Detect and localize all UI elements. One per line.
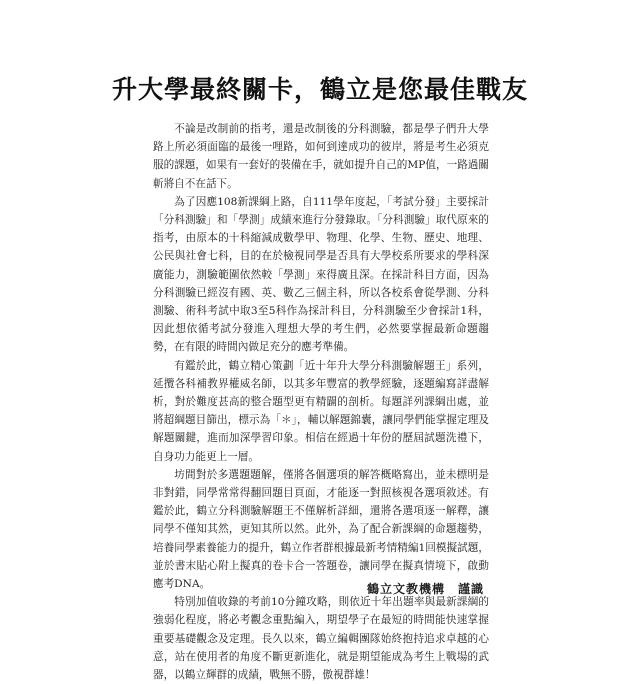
paragraph: 有鑑於此，鶴立精心策劃「近十年升大學分科測驗解題王」系列，延攬各科補教界權威名師，以其多年豐富的教學經驗，逐題編寫詳盡解析，對於難度甚高的整合題型更有精闢的剖析。每題詳列課綱出處，並將超綱題目篩出，標示為「＊」，輔以解題錦囊，讓同學們能掌握定理及解題關鍵，進而加深學習印象。相信在經過十年份的歷屆試題洗禮下，自身功力能更上一層。: [153, 359, 489, 463]
paragraph: 不論是改制前的指考，還是改制後的分科測驗，都是學子們升大學路上所必須面臨的最後一哩路，如何到達成功的彼岸，將是考生必須克服的課題，如果有一套好的裝備在手，就如提升自己的MP值，一路過關斬將自不在話下。: [153, 123, 489, 190]
paragraph: 坊間對於多選題題解，僅將各個選項的解答概略寫出，並未標明是非對錯，同學常常得翻回題目頁面，才能逐一對照核視各選項敘述。有鑑於此，鶴立分科測驗解題王不僅解析詳細，還將各選項逐一解釋，讓同學不僅知其然，更知其所以然。此外，為了配合新課綱的命題趨勢，培養同學素養能力的提升，鶴立作者群根據最新考情精編1回模擬試題，並於書末貼心附上擬真的卷卡合一答題卷，讓同學在擬真情境下，啟動應考DNA。: [153, 468, 489, 591]
preface-body: [153, 120, 489, 684]
page-title: 升大學最終關卡，鶴立是您最佳戰友: [111, 75, 528, 104]
signature: 鶴立文教機構 謹識: [366, 582, 484, 596]
paragraph: 特別加值收錄的考前10分鐘攻略，則依近十年出題率與最新課綱的強弱化程度，將必考觀念重點編入，期望學子在最短的時間能快速掌握重要基礎觀念及定理。長久以來，鶴立編輯團隊始終抱持追求卓越的心意，站在使用者的角度不斷更新進化，就是期望能成為考生上戰場的武器，以鶴立輝群的成績，戰無不勝，傲視群雄！: [153, 596, 489, 682]
paragraph: 為了因應108新課綱上路，自111學年度起，「考試分發」主要採計「分科測驗」和「學測」成績來進行分發錄取。「分科測驗」取代原來的指考，由原本的十科縮減成數學甲、物理、化學、生物、歷史、地理、公民與社會七科，目的在於檢視同學是否具有大學校系所要求的學科深廣能力，測驗範圍依然較「學測」來得廣且深。在採計科目方面，因為分科測驗已經沒有國、英、數乙三個主科，所以各校系會從學測、分科測驗、術科考試中取3至5科作為採計科目，分科測驗至少會採計1科，因此想依循考試分發進入理想大學的考生們，必然要掌握最新命題趨勢，在有限的時間內做足充分的應考準備。: [153, 195, 489, 354]
